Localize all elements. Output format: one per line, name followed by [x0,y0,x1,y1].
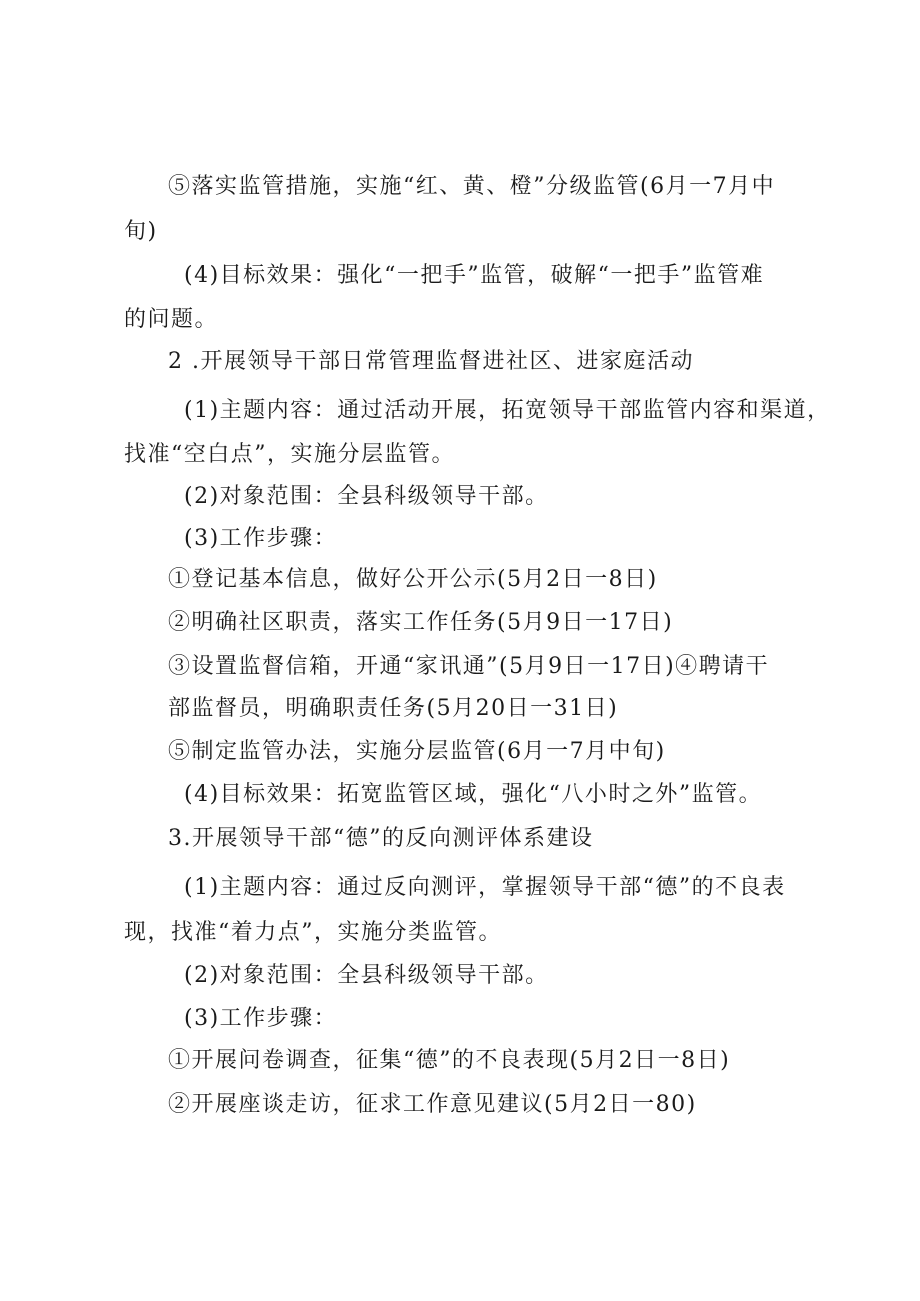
paragraph-line: 找准“空白点”，实施分层监管。 [124,442,455,467]
paragraph-line: 现，找准“着力点”，实施分类监管。 [124,920,502,945]
paragraph-line: (2)对象范围：全县科级领导干部。 [184,484,549,509]
list-item: ②明确社区职责，落实工作任务(5月9日一17日) [168,610,674,635]
paragraph-line: (3)工作步骤： [184,1006,338,1031]
paragraph-line: (1)主题内容：通过反向测评，掌握领导干部“德”的不良表 [184,875,786,900]
paragraph-line: (4)目标效果：强化“一把手”监管，破解“一把手”监管难 [184,263,765,288]
list-item: ①登记基本信息，做好公开公示(5月2日一8日) [168,567,658,592]
list-item: 部监督员，明确职责任务(5月20日一31日) [168,696,619,721]
section-heading: 2 .开展领导干部日常管理监督进社区、进家庭活动 [168,349,694,374]
paragraph-line: 旬) [124,219,158,244]
list-item: ①开展问卷调查，征集“德”的不良表现(5月2日一8日) [168,1048,731,1073]
paragraph-line: (2)对象范围：全县科级领导干部。 [184,963,549,988]
list-item: ③设置监督信箱，开通“家讯通”(5月9日一17日)④聘请干 [168,654,770,679]
paragraph-line: 的问题。 [124,307,219,332]
section-heading: 3.开展领导干部“德”的反向测评体系建设 [168,826,594,851]
paragraph-line: (3)工作步骤： [184,526,338,551]
paragraph-line: ⑤落实监管措施，实施“红、黄、橙”分级监管(6月一7月中 [168,174,776,199]
list-item: ⑤制定监管办法，实施分层监管(6月一7月中旬) [168,739,666,764]
list-item: ②开展座谈走访，征求工作意见建议(5月2日一80) [168,1092,697,1117]
paragraph-line: (1)主题内容：通过活动开展，拓宽领导干部监管内容和渠道， [184,398,831,423]
paragraph-line: (4)目标效果：拓宽监管区域，强化“八小时之外”监管。 [184,782,763,807]
